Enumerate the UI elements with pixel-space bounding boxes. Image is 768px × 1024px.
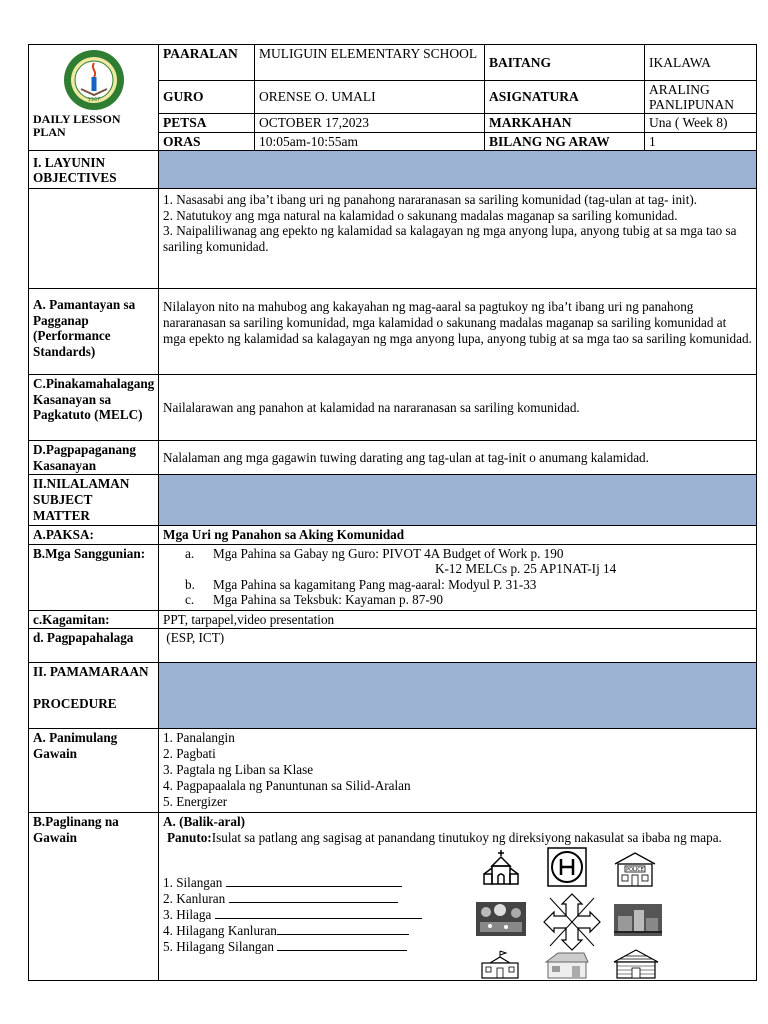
objective-item: 2. Natutukoy ang mga natural na kalamidad o sakunang madalas maganap sa sariling komunidad. <box>163 207 678 223</box>
school-icon <box>478 950 522 980</box>
objective-item: 3. Naipaliliwanag ang epekto ng kalamidad sa kalagayan ng mga anyong lupa, anyong tubig at sa mga tao sa sariling komunidad. <box>163 223 737 254</box>
school-logo-cell <box>29 45 159 151</box>
kagamitan-text: PPT, tarpapel,video presentation <box>159 610 757 629</box>
answer-blank <box>229 891 398 903</box>
label-oras: ORAS <box>159 132 255 151</box>
kagamitan-label: c.Kagamitan: <box>29 610 159 629</box>
performance-label: A. Pamantayan sa Pagganap (Performance Standards) <box>29 289 159 375</box>
police-sign-text: POLICE <box>626 867 644 873</box>
panimulang-item: 3. Pagtala ng Liban sa Klase <box>163 762 314 777</box>
sanggunian-marker: c. <box>185 592 195 607</box>
melc-text: Nailalarawan ang panahon at kalamidad na nararanasan sa sariling komunidad. <box>159 375 757 441</box>
sanggunian-item: Mga Pahina sa Teksbuk: Kayaman p. 87-90 <box>213 592 443 607</box>
direction-item-label: 1. Silangan <box>163 875 223 890</box>
police-station-icon <box>612 850 658 888</box>
pagpapahalaga-label: d. Pagpapahalaga <box>29 629 159 663</box>
pagpapaganang-label: D.Pagpapaganang Kasanayan <box>29 441 159 475</box>
sanggunian-item: K-12 MELCs p. 25 AP1NAT-Ij 14 <box>435 561 617 576</box>
answer-blank <box>226 875 402 887</box>
sanggunian-marker: a. <box>185 545 195 561</box>
panimulang-item: 5. Energizer <box>163 794 228 809</box>
direction-item <box>163 939 752 955</box>
house-icon-2 <box>612 948 660 980</box>
panimulang-label: A. Panimulang Gawain <box>29 729 159 813</box>
label-paaralan: PAARALAN <box>159 45 255 81</box>
objectives-list <box>159 189 757 289</box>
map-icons-grid <box>446 800 644 940</box>
label-asignatura: ASIGNATURA <box>485 81 645 114</box>
compass-rose-icon <box>538 892 606 952</box>
subject-matter-header: II.NILALAMAN SUBJECT MATTER <box>29 475 159 526</box>
park-image-icon <box>476 902 526 936</box>
panuto-label: Panuto: <box>167 829 212 845</box>
sanggunian-list <box>159 544 757 610</box>
objectives-header: I. LAYUNIN OBJECTIVES <box>29 151 159 189</box>
direction-item-label: 4. Hilagang Kanluran <box>163 923 277 938</box>
church-icon <box>480 848 522 888</box>
panimulang-item: 1. Panalangin <box>163 730 235 745</box>
label-baitang: BAITANG <box>485 45 645 81</box>
answer-blank <box>277 939 407 951</box>
melc-label: C.Pinakamahalagang Kasanayan sa Pagkatuto (MELC) <box>29 375 159 441</box>
direction-item-label: 3. Hilaga <box>163 907 212 922</box>
answer-blank <box>215 907 422 919</box>
label-guro: GURO <box>159 81 255 114</box>
value-petsa: OCTOBER 17,2023 <box>255 114 485 133</box>
subject-header-shade <box>159 475 757 526</box>
lesson-plan-table <box>28 44 757 981</box>
sanggunian-item: Mga Pahina sa Gabay ng Guro: PIVOT 4A Budget of Work p. 190 <box>213 545 564 561</box>
value-baitang: IKALAWA <box>645 45 757 81</box>
value-oras: 10:05am-10:55am <box>255 132 485 151</box>
answer-blank <box>277 923 409 935</box>
sanggunian-marker: b. <box>185 576 195 592</box>
performance-text: Nilalayon nito na mahubog ang kakayahan ng mag-aaral sa pagtukoy ng iba’t ibang uri ng panahong nararanasan sa sariling komunidad, mga kalamidad o sakunang madalas maganap sa sariling komunidad at mga epekto ng kalamidad sa kalagayan ng mga anyong lupa, anyong tubig at sa mga tao sa sariling komunidad. <box>159 289 757 375</box>
paglinang-label: B.Paglinang na Gawain <box>29 813 159 981</box>
value-markahan: Una ( Week 8) <box>645 114 757 133</box>
balik-aral-title: A. (Balik-aral) <box>163 814 246 829</box>
procedure-header: II. PAMAMARAAN PROCEDURE <box>29 663 159 729</box>
hospital-icon <box>546 846 588 888</box>
direction-item-label: 2. Kanluran <box>163 891 226 906</box>
label-bilang-ng-araw: BILANG NG ARAW <box>485 132 645 151</box>
lesson-plan-page <box>28 44 756 981</box>
value-guro: ORENSE O. UMALI <box>255 81 485 114</box>
pagpapahalaga-text: (ESP, ICT) <box>159 629 757 663</box>
sanggunian-label: B.Mga Sanggunian: <box>29 544 159 610</box>
label-petsa: PETSA <box>159 114 255 133</box>
factory-image-icon <box>614 904 662 936</box>
value-asignatura: ARALING PANLIPUNAN <box>645 81 757 114</box>
school-seal-icon <box>63 49 125 111</box>
objectives-label-blank <box>29 189 159 289</box>
label-markahan: MARKAHAN <box>485 114 645 133</box>
house-icon <box>544 950 590 980</box>
panuto-text: Isulat sa patlang ang sagisag at panandang tinutukoy ng direksiyong nakasulat sa ibaba ng mapa. <box>211 829 722 845</box>
paksa-label: A.PAKSA: <box>29 526 159 545</box>
objective-item: 1. Nasasabi ang iba’t ibang uri ng panahong nararanasan sa sariling komunidad (tag-ulan at tag- init). <box>163 192 698 207</box>
paksa-text: Mga Uri ng Panahon sa Aking Komunidad <box>159 526 757 545</box>
value-bilang-ng-araw: 1 <box>645 132 757 151</box>
panimulang-item: 2. Pagbati <box>163 746 216 761</box>
doc-title: DAILY LESSON PLAN <box>33 112 121 139</box>
objectives-header-shade <box>159 151 757 189</box>
sanggunian-item: Mga Pahina sa kagamitang Pang mag-aaral: Modyul P. 31-33 <box>213 576 537 592</box>
value-paaralan: MULIGUIN ELEMENTARY SCHOOL <box>255 45 485 81</box>
direction-item-label: 5. Hilagang Silangan <box>163 939 274 954</box>
svg-text:1967: 1967 <box>87 97 100 103</box>
pagpapaganang-text: Nalalaman ang mga gagawin tuwing darating ang tag-ulan at tag-init o anumang kalamidad. <box>159 441 757 475</box>
procedure-header-shade <box>159 663 757 729</box>
panimulang-item: 4. Pagpapaalala ng Panuntunan sa Silid-Aralan <box>163 778 411 793</box>
